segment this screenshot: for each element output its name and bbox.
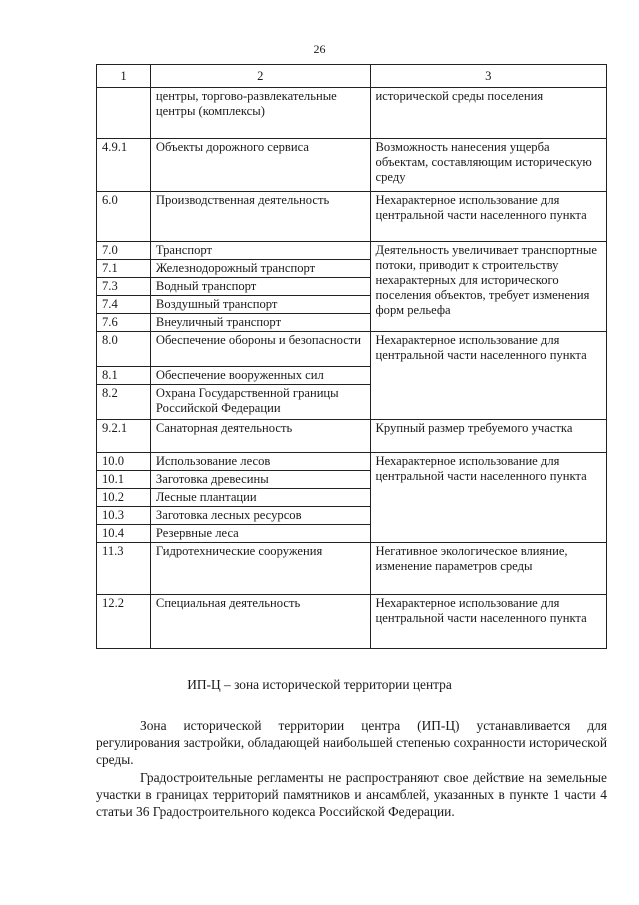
- row-code: 10.2: [97, 489, 151, 507]
- row-code: 9.2.1: [97, 420, 151, 453]
- table-header-row: [97, 65, 607, 88]
- row-name: центры, торгово-развлекательные центры (комплексы): [150, 88, 370, 139]
- table-row: [97, 332, 607, 367]
- header-col-2: 2: [150, 65, 370, 88]
- row-code: 8.0: [97, 332, 151, 367]
- row-reason: Негативное экологическое влияние, изменение параметров среды: [370, 543, 606, 595]
- row-reason: Нехарактерное использование для центральной части населенного пункта: [370, 453, 606, 543]
- body-paragraph: Градостроительные регламенты не распространяют свое действие на земельные участки в границах территорий памятников и ансамблей, указанных в пункте 1 части 4 статьи 36 Градостроительного кодекса Российской Федерации.: [96, 770, 607, 819]
- table-row: [97, 192, 607, 242]
- table-row: [97, 595, 607, 649]
- row-name: Гидротехнические сооружения: [150, 543, 370, 595]
- row-name: Заготовка лесных ресурсов: [150, 507, 370, 525]
- row-reason: Нехарактерное использование для центральной части населенного пункта: [370, 192, 606, 242]
- row-code: 10.4: [97, 525, 151, 543]
- row-code: 8.1: [97, 367, 151, 385]
- row-reason: Крупный размер требуемого участка: [370, 420, 606, 453]
- row-code: 10.3: [97, 507, 151, 525]
- row-code: 10.0: [97, 453, 151, 471]
- header-col-3: 3: [370, 65, 606, 88]
- row-code: 4.9.1: [97, 139, 151, 192]
- row-code: [97, 88, 151, 139]
- row-code: 7.0: [97, 242, 151, 260]
- row-code: 8.2: [97, 385, 151, 420]
- row-name: Специальная деятельность: [150, 595, 370, 649]
- row-code: 7.6: [97, 314, 151, 332]
- table-row: [97, 88, 607, 139]
- row-name: Железнодорожный транспорт: [150, 260, 370, 278]
- row-name: Заготовка древесины: [150, 471, 370, 489]
- row-reason: Нехарактерное использование для центральной части населенного пункта: [370, 332, 606, 420]
- row-name: Производственная деятельность: [150, 192, 370, 242]
- row-code: 11.3: [97, 543, 151, 595]
- row-name: Воздушный транспорт: [150, 296, 370, 314]
- row-reason: исторической среды поселения: [370, 88, 606, 139]
- row-code: 10.1: [97, 471, 151, 489]
- table-row: [97, 242, 607, 260]
- row-name: Санаторная деятельность: [150, 420, 370, 453]
- row-name: Внеуличный транспорт: [150, 314, 370, 332]
- row-name: Транспорт: [150, 242, 370, 260]
- row-name: Обеспечение вооруженных сил: [150, 367, 370, 385]
- header-col-1: 1: [97, 65, 151, 88]
- land-use-table: [96, 64, 607, 649]
- row-name: Охрана Государственной границы Российской Федерации: [150, 385, 370, 420]
- body-paragraph: Зона исторической территории центра (ИП-Ц) устанавливается для регулирования застройки, обладающей наибольшей степенью сохранности исторической среды.: [96, 718, 607, 767]
- row-name: Объекты дорожного сервиса: [150, 139, 370, 192]
- row-reason: Нехарактерное использование для центральной части населенного пункта: [370, 595, 606, 649]
- row-code: 7.1: [97, 260, 151, 278]
- row-reason: Возможность нанесения ущерба объектам, составляющим историческую среду: [370, 139, 606, 192]
- page-number: 26: [313, 42, 326, 56]
- row-code: 7.3: [97, 278, 151, 296]
- zone-title: ИП-Ц – зона исторической территории центра: [187, 677, 452, 692]
- table-row: [97, 139, 607, 192]
- table-row: [97, 420, 607, 453]
- row-code: 7.4: [97, 296, 151, 314]
- row-name: Обеспечение обороны и безопасности: [150, 332, 370, 367]
- row-name: Использование лесов: [150, 453, 370, 471]
- row-code: 6.0: [97, 192, 151, 242]
- table-row: [97, 453, 607, 471]
- row-name: Лесные плантации: [150, 489, 370, 507]
- row-code: 12.2: [97, 595, 151, 649]
- row-name: Резервные леса: [150, 525, 370, 543]
- row-name: Водный транспорт: [150, 278, 370, 296]
- table-row: [97, 543, 607, 595]
- row-reason: Деятельность увеличивает транспортные потоки, приводит к строительству нехарактерных для исторического поселения объектов, требует изменения форм рельефа: [370, 242, 606, 332]
